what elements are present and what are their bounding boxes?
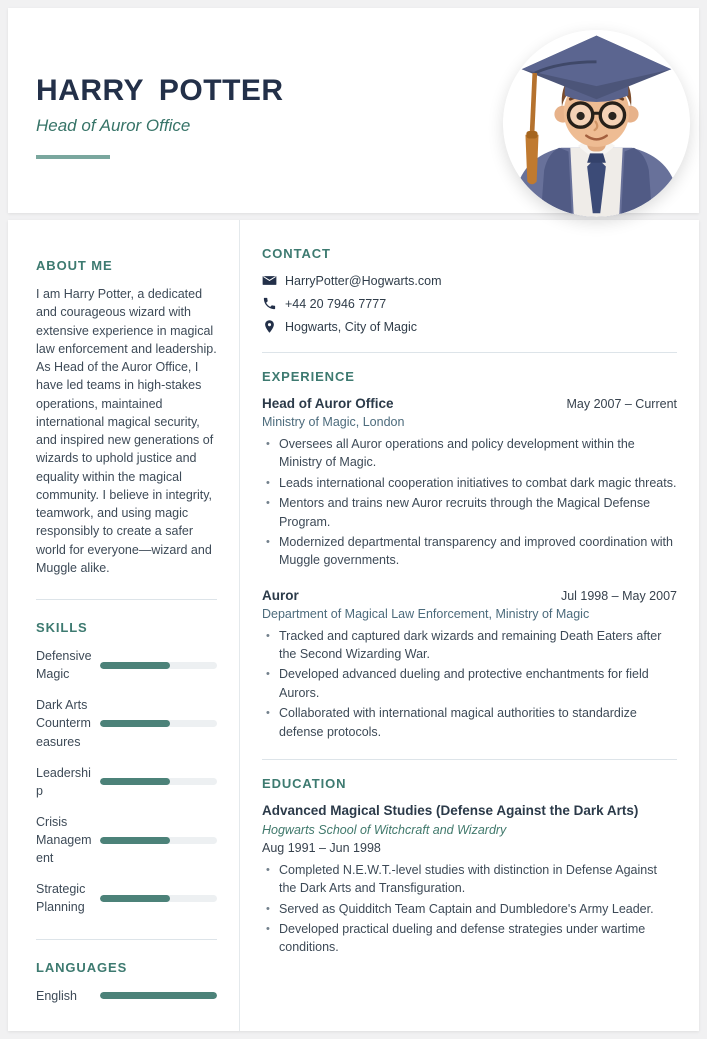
skill-bar-fill — [100, 662, 170, 669]
skill-bar-fill — [100, 778, 170, 785]
section-divider — [262, 759, 677, 760]
resume-body — [8, 220, 699, 1031]
job-bullet: • Mentors and trains new Auror recruits through the Magical Defense Program. — [262, 494, 677, 531]
profile-photo — [503, 30, 690, 217]
resume-header — [8, 8, 699, 213]
job-head — [262, 588, 677, 603]
skill-row — [36, 764, 217, 800]
contact-location: Hogwarts, City of Magic — [285, 319, 417, 334]
job-headline: Head of Auror Office — [36, 116, 191, 135]
experience-heading: EXPERIENCE — [262, 369, 355, 384]
skill-bar-fill — [100, 837, 170, 844]
skill-label: Dark Arts Countermeasures — [36, 698, 91, 749]
skill-bar-track — [100, 895, 217, 902]
skill-bar-fill — [100, 895, 170, 902]
skill-bar-track — [100, 837, 217, 844]
language-bar-fill — [100, 992, 217, 999]
sidebar-divider — [36, 599, 217, 600]
contact-location-row — [262, 319, 677, 334]
sidebar-divider — [36, 939, 217, 940]
job-bullet: • Oversees all Auror operations and policy development within the Ministry of Magic. — [262, 435, 677, 472]
skills-section — [36, 620, 217, 917]
job-company: Ministry of Magic, London — [262, 415, 405, 429]
skill-bar-fill — [100, 720, 170, 727]
job-head — [262, 396, 677, 411]
job-bullet: • Tracked and captured dark wizards and remaining Death Eaters after the Second Wizarding War. — [262, 627, 677, 664]
email-icon — [262, 273, 277, 288]
main-column — [240, 220, 699, 1031]
education-bullet: • Served as Quidditch Team Captain and Dumbledore's Army Leader. — [262, 900, 677, 918]
first-name: HARRY — [36, 74, 145, 107]
education-bullet-list — [262, 861, 677, 957]
contact-phone[interactable]: +44 20 7946 7777 — [285, 296, 387, 311]
experience-section — [262, 369, 677, 741]
contact-phone-row — [262, 296, 677, 311]
about-heading: ABOUT ME — [36, 258, 113, 273]
job-bullet-list — [262, 435, 677, 570]
education-section — [262, 776, 677, 957]
education-dates: Aug 1991 – Jun 1998 — [262, 840, 381, 855]
last-name: POTTER — [158, 74, 284, 107]
skill-row — [36, 696, 217, 750]
language-row — [36, 987, 217, 1005]
sidebar — [8, 220, 240, 1031]
languages-section — [36, 960, 217, 1005]
education-bullet: • Completed N.E.W.T.-level studies with distinction in Defense Against the Dark Arts and Transfiguration. — [262, 861, 677, 898]
about-text: I am Harry Potter, a dedicated and courageous wizard with extensive experience in magical law enforcement and leadership. As Head of the Auror Office, I have led teams in high-stakes operations, maintained international magical security, and inspired new generations of wizards to uphold justice and equality within the magical community. I believe in integrity, teamwork, and using magic responsibly to create a safer world for everyone—wizard and Muggle alike. — [36, 287, 217, 575]
contact-section — [262, 246, 677, 334]
contact-email-row — [262, 273, 677, 288]
education-heading: EDUCATION — [262, 775, 347, 791]
skill-row — [36, 813, 217, 867]
job-dates: Jul 1998 – May 2007 — [560, 588, 677, 603]
location-icon — [262, 319, 277, 334]
language-bar-track — [100, 992, 217, 999]
job-bullet: • Collaborated with international magical authorities to standardize defense protocols. — [262, 704, 677, 741]
skill-row — [36, 880, 217, 916]
skill-bar-track — [100, 720, 217, 727]
job-bullet-list — [262, 627, 677, 741]
skill-label: Strategic Planning — [36, 882, 86, 915]
job-entry — [262, 588, 677, 741]
skill-label: Crisis Management — [36, 814, 92, 866]
job-title: Auror — [262, 587, 299, 603]
phone-icon — [262, 296, 277, 311]
about-section — [36, 258, 217, 577]
job-bullet: • Leads international cooperation initiatives to combat dark magic threats. — [262, 474, 677, 492]
skill-label: Leadership — [36, 765, 91, 798]
education-bullet: • Developed practical dueling and defense strategies under wartime conditions. — [262, 920, 677, 957]
skill-bar-track — [100, 662, 217, 669]
job-bullet: • Developed advanced dueling and protective enchantments for field Aurors. — [262, 665, 677, 702]
skill-label: Defensive Magic — [36, 649, 92, 682]
skill-row — [36, 647, 217, 683]
job-company: Department of Magical Law Enforcement, Ministry of Magic — [262, 606, 590, 621]
job-dates: May 2007 – Current — [566, 397, 677, 411]
skill-bar-track — [100, 778, 217, 785]
skills-heading: SKILLS — [36, 620, 88, 635]
degree-title: Advanced Magical Studies (Defense Against the Dark Arts) — [262, 802, 639, 818]
section-divider — [262, 352, 677, 353]
languages-heading: LANGUAGES — [36, 959, 128, 975]
school-name: Hogwarts School of Witchcraft and Wizardry — [262, 822, 507, 837]
language-label: English — [36, 988, 77, 1003]
accent-underline — [36, 155, 110, 159]
graduate-avatar-illustration — [503, 30, 690, 217]
job-title: Head of Auror Office — [262, 396, 394, 411]
job-bullet: • Modernized departmental transparency and improved coordination with Muggle governments. — [262, 533, 677, 570]
contact-heading: CONTACT — [262, 246, 331, 261]
contact-email[interactable]: HarryPotter@Hogwarts.com — [285, 273, 442, 288]
job-entry — [262, 396, 677, 570]
